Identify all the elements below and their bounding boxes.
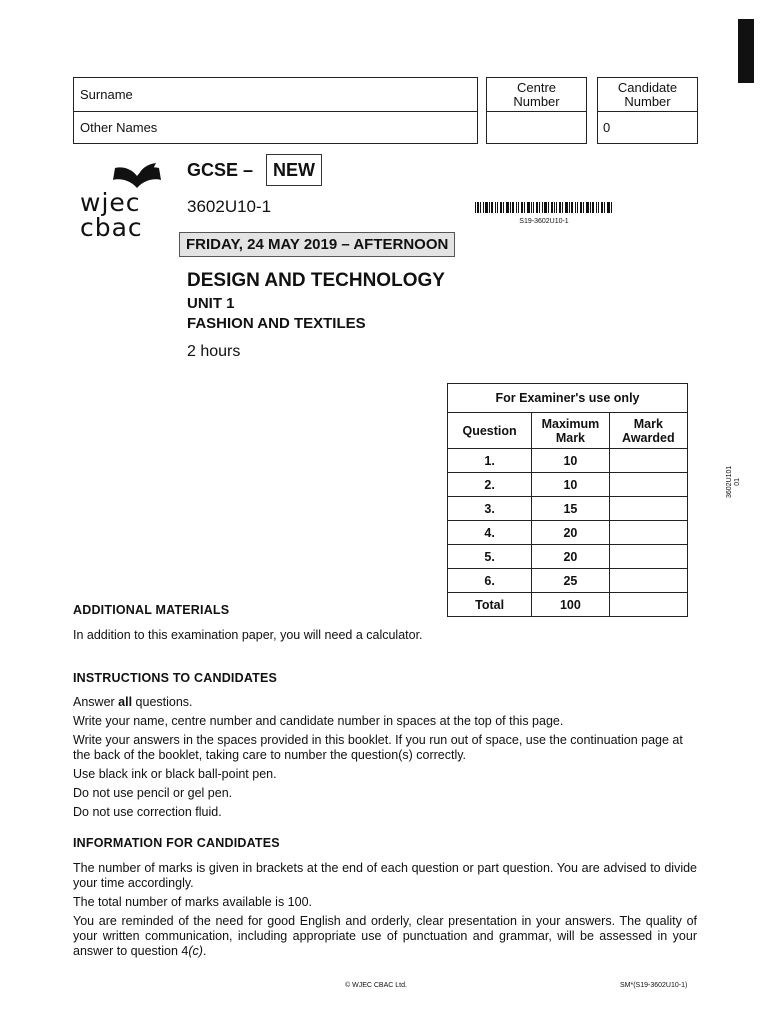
instruction-line: Do not use correction fluid. xyxy=(73,805,222,819)
instruction-line: Write your name, centre number and candidate number in spaces at the top of this page. xyxy=(73,714,564,728)
table-row xyxy=(448,497,688,521)
surname-label: Surname xyxy=(80,87,133,102)
instruction-answer-all: Answer all questions. xyxy=(73,695,193,709)
col-question: Question xyxy=(448,413,532,449)
centre-number-field[interactable] xyxy=(486,111,587,144)
table-row xyxy=(448,569,688,593)
side-code xyxy=(726,465,766,528)
instructions-list xyxy=(73,695,697,820)
question-cell: 6. xyxy=(448,569,532,593)
table-row-total xyxy=(448,593,688,617)
information-list xyxy=(73,861,697,959)
col-mark-awarded: Mark Awarded xyxy=(609,413,687,449)
total-max-cell: 100 xyxy=(532,593,609,617)
max-mark-cell: 20 xyxy=(532,521,609,545)
total-awarded-cell[interactable] xyxy=(609,593,687,617)
instruction-line: Do not use pencil or gel pen. xyxy=(73,786,233,800)
footer-copyright: © WJEC CBAC Ltd. xyxy=(345,982,407,989)
instruction-line: Use black ink or black ball-point pen. xyxy=(73,767,277,781)
mark-awarded-cell[interactable] xyxy=(609,497,687,521)
exam-date: FRIDAY, 24 MAY 2019 – AFTERNOON xyxy=(179,232,455,257)
mark-awarded-cell[interactable] xyxy=(609,449,687,473)
examiner-table-title: For Examiner's use only xyxy=(448,384,688,413)
duration: 2 hours xyxy=(187,343,241,360)
mark-awarded-cell[interactable] xyxy=(609,473,687,497)
surname-field[interactable] xyxy=(73,77,478,112)
unit-number: UNIT 1 xyxy=(187,295,235,312)
instructions-heading: INSTRUCTIONS TO CANDIDATES xyxy=(73,671,278,685)
logo-cbac-text: cbac xyxy=(80,213,143,242)
corner-marker xyxy=(738,19,754,83)
side-code-line2: 01 xyxy=(734,477,741,486)
candidate-number-field[interactable] xyxy=(597,111,698,144)
mark-awarded-cell[interactable] xyxy=(609,569,687,593)
question-cell: 1. xyxy=(448,449,532,473)
examiner-table xyxy=(447,383,688,617)
question-cell: 4. xyxy=(448,521,532,545)
question-cell: 5. xyxy=(448,545,532,569)
candidate-number-label: Candidate Number xyxy=(617,80,678,109)
unit-title: FASHION AND TEXTILES xyxy=(187,315,366,332)
new-badge: NEW xyxy=(266,154,322,186)
instruction-line: Write your answers in the spaces provided in this booklet. If you run out of space, use the continuation page at the back of the booklet, taking care to number the question(s) correctly. xyxy=(73,733,683,762)
question-cell: 2. xyxy=(448,473,532,497)
max-mark-cell: 20 xyxy=(532,545,609,569)
logo-wjec-text: wjec xyxy=(80,188,141,217)
wjec-logo xyxy=(80,162,170,242)
mark-awarded-cell[interactable] xyxy=(609,521,687,545)
max-mark-cell: 15 xyxy=(532,497,609,521)
footer-code: SM*(S19-3602U10-1) xyxy=(620,982,688,989)
col-maximum-mark: Maximum Mark xyxy=(532,413,609,449)
table-row xyxy=(448,545,688,569)
information-heading: INFORMATION FOR CANDIDATES xyxy=(73,836,280,850)
other-names-field[interactable] xyxy=(73,111,478,144)
barcode-image xyxy=(475,202,613,213)
information-line: The number of marks is given in brackets at the end of each question or part question. You are advised to divide your time accordingly. xyxy=(73,861,697,890)
table-row xyxy=(448,473,688,497)
table-row xyxy=(448,449,688,473)
barcode xyxy=(475,200,613,225)
question-cell: 3. xyxy=(448,497,532,521)
subject-title: DESIGN AND TECHNOLOGY xyxy=(187,270,445,291)
other-names-label: Other Names xyxy=(80,120,158,135)
qualification-label: GCSE – xyxy=(187,160,254,180)
max-mark-cell: 10 xyxy=(532,449,609,473)
information-line-qwc: You are reminded of the need for good English and orderly, clear presentation in your answers. The quality of your written communication, including appropriate use of punctuation and grammar, will be assessed in your answer to question 4(c). xyxy=(73,914,697,958)
paper-code: 3602U10-1 xyxy=(187,197,272,216)
max-mark-cell: 10 xyxy=(532,473,609,497)
additional-materials-heading: ADDITIONAL MATERIALS xyxy=(73,603,230,617)
table-row xyxy=(448,521,688,545)
information-line: The total number of marks available is 100. xyxy=(73,895,313,909)
mark-awarded-cell[interactable] xyxy=(609,545,687,569)
barcode-text: S19-3602U10-1 xyxy=(519,218,569,225)
side-code-line1: 3602U101 xyxy=(726,465,733,498)
book-icon xyxy=(112,162,162,190)
total-label-cell: Total xyxy=(448,593,532,617)
additional-materials-text: In addition to this examination paper, you will need a calculator. xyxy=(73,628,423,642)
max-mark-cell: 25 xyxy=(532,569,609,593)
centre-number-label: Centre Number xyxy=(513,80,560,109)
candidate-number-header xyxy=(597,77,698,112)
centre-number-header xyxy=(486,77,587,112)
candidate-number-value: 0 xyxy=(603,120,611,135)
